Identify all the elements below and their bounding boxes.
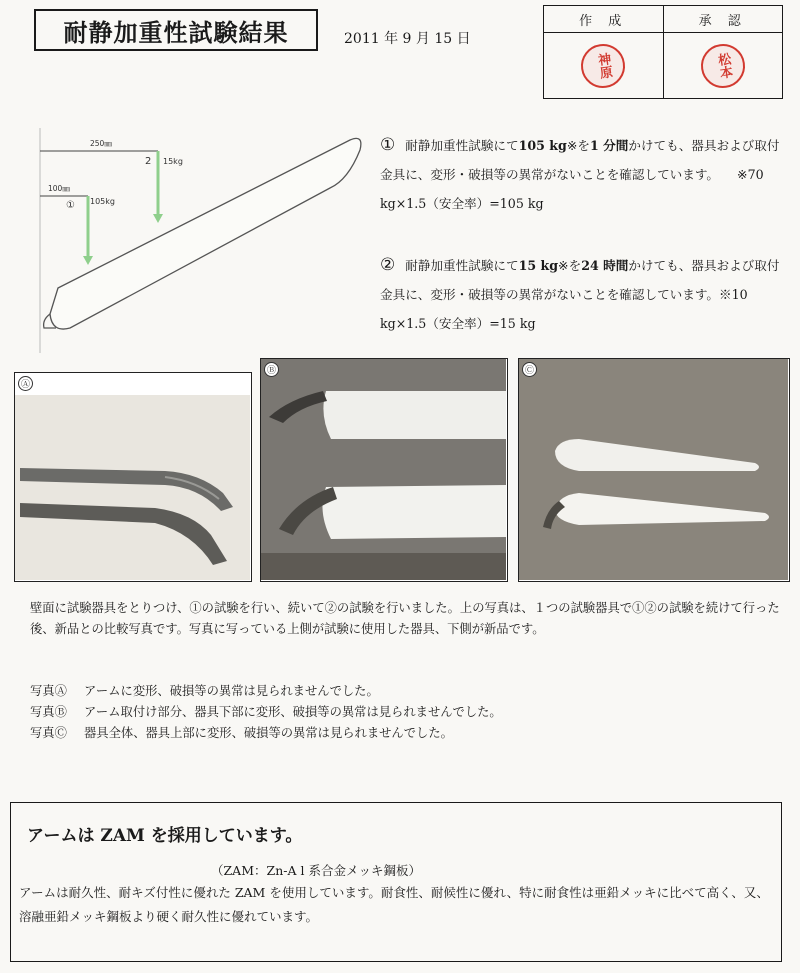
created-seal — [578, 41, 628, 91]
test-2-note: ※10 kg×1.5（安全率）=15 kg — [380, 287, 748, 331]
zam-title: アームは ZAM を採用しています。 — [27, 826, 303, 846]
load1-marker: ① — [66, 200, 75, 211]
date: 2011 年 9 月 15 日 — [344, 31, 471, 47]
photo-note-a: 写真Ⓐ アームに変形、破損等の異常は見られませんでした。 — [30, 684, 379, 698]
load1-arrowhead — [83, 256, 93, 265]
approval-table — [543, 5, 783, 99]
photo-a-label: Ⓐ — [18, 376, 33, 391]
results-text — [30, 598, 780, 640]
dim-label-long: 250㎜ — [90, 139, 112, 148]
fixture-outline — [50, 138, 361, 329]
zam-subtitle: （ZAM：Zn-A l 系合金メッキ鋼板） — [211, 863, 421, 878]
photo-a — [14, 372, 252, 582]
load2-label: 15kg — [163, 157, 183, 166]
created-column — [544, 6, 663, 98]
test-2-description: ② 耐静加重性試験にて15 kg※を24 時間かけても、器具および取付金具に、変形・破損等の異常がないことを確認しています。※10 kg×1.5（安全率）=15 kg — [380, 255, 780, 331]
photo-b-label: Ⓑ — [264, 362, 279, 377]
test-1-description: ① 耐静加重性試験にて105 kg※を1 分間かけても、器具および取付金具に、変形・破損等の異常がないことを確認しています。 ※70 kg×1.5（安全率）=105 kg — [380, 135, 780, 211]
created-seal-text: 神原 — [594, 51, 613, 80]
approved-label: 承 認 — [664, 6, 783, 33]
load2-arrowhead — [153, 214, 163, 223]
load2-marker: 2 — [145, 156, 152, 167]
load-diagram — [30, 128, 375, 358]
photo-a-image — [15, 373, 250, 580]
approved-column — [663, 6, 783, 98]
photo-c-image — [519, 359, 788, 580]
photo-note-c: 写真Ⓒ 器具全体、器具上部に変形、破損等の異常は見られませんでした。 — [30, 726, 453, 740]
photo-notes — [30, 681, 502, 744]
load1-label: 105kg — [90, 197, 115, 206]
photo-b — [260, 358, 508, 582]
zam-info-box — [10, 802, 782, 962]
test-1-note: ※70 kg×1.5（安全率）=105 kg — [380, 167, 764, 211]
zam-body: アームは耐久性、耐キズ付性に優れた ZAM を使用しています。耐食性、耐候性に優れ、特に耐食性は亜鉛メッキに比べて高く、又、溶融亜鉛メッキ鋼板より硬く耐久性に優れています。 — [19, 885, 769, 924]
dim-label-short: 100㎜ — [48, 184, 70, 193]
created-label: 作 成 — [544, 6, 663, 33]
approved-seal-text: 松本 — [714, 51, 733, 80]
photo-note-b: 写真Ⓑ アーム取付け部分、器具下部に変形、破損等の異常は見られませんでした。 — [30, 705, 502, 719]
photo-c — [518, 358, 790, 582]
approved-seal — [698, 41, 748, 91]
results-paragraph: 壁面に試験器具をとりつけ、①の試験を行い、続いて②の試験を行いました。上の写真は、１つの試験器具で①②の試験を続けて行った後、新品との比較写真です。写真に写っている上側が試験に使用した器具、下側が新品です。 — [30, 601, 780, 636]
photo-b-image — [261, 359, 506, 580]
page-title-box — [34, 9, 318, 51]
test-2-marker: ② — [380, 255, 396, 275]
photo-c-label: Ⓒ — [522, 362, 537, 377]
page-title: 耐静加重性試験結果 — [63, 17, 289, 47]
test-1-marker: ① — [380, 135, 396, 155]
